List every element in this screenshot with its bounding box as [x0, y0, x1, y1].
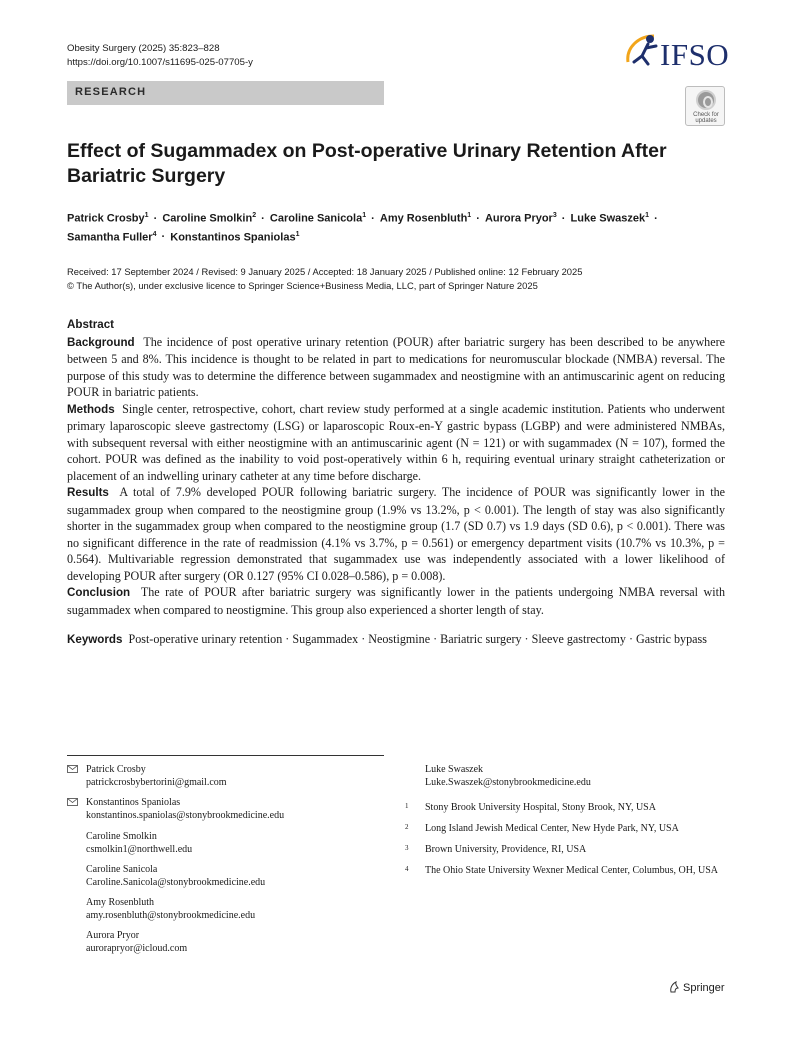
abstract-title: Abstract: [67, 318, 115, 331]
author-affiliation-marker: 1: [645, 212, 650, 219]
author-name[interactable]: Caroline Smolkin: [162, 212, 253, 225]
author-name[interactable]: Caroline Sanicola: [269, 212, 363, 225]
springer-horse-icon: [668, 981, 680, 993]
contact-list: [67, 763, 387, 962]
author-affiliation-marker: 1: [144, 212, 149, 219]
contact-entry: [67, 863, 387, 889]
envelope-icon: [67, 798, 78, 806]
contact-entry: [67, 929, 387, 955]
footnote-rule: [67, 755, 384, 756]
background-text: The incidence of post operative urinary retention (POUR) after bariatric surgery has been described to be anywhere between 5 and 8%. This incidence is thought to be related in part to medications for neuromuscular blockade (NMBA) reversal. The purpose of this study was to determine the difference between sugammadex and neostigmine with an antimuscarinic agent on reducing POUR in bariatric patients.: [67, 334, 725, 399]
contact-name: Patrick Crosby: [86, 764, 146, 775]
journal-citation: [67, 42, 253, 70]
author-name[interactable]: Patrick Crosby: [67, 212, 145, 225]
results-text: A total of 7.9% developed POUR following bariatric surgery. The incidence of POUR was significantly lower in the sugammadex group when compared to the neostigmine group (1.9% vs 13.2%, p < 0.001). The length of stay was also significantly shorter in the sugammadex group when compared to the neostigmine group (1.7 (SD 0.7) vs 1.9 days (SD 0.6), p < 0.001). There was no significant difference in the rate of readmission (4.1% vs 3.7%, p = 0.561) or emergency department visits (10.7% vs 10.3%, p = 0.564). Multivariable regression demonstrated that sugammadex use was independently associated with a lower likelihood of developing POUR after surgery (OR 0.127 (95% CI 0.028–0.586), p = 0.008).: [67, 485, 725, 583]
contact-name: Caroline Smolkin: [86, 831, 157, 842]
affiliation-number: 3: [405, 844, 409, 852]
contact-email[interactable]: patrickcrosbybertorini@gmail.com: [86, 777, 227, 788]
copyright: © The Author(s), under exclusive licence to Springer Science+Business Media, LLC, part of Springer Nature 2025: [67, 280, 538, 291]
section-bar: [67, 81, 384, 105]
author-affiliation-marker: 4: [152, 230, 157, 238]
check-updates-badge[interactable]: [685, 86, 725, 126]
contact-email[interactable]: Luke.Swaszek@stonybrookmedicine.edu: [425, 777, 591, 788]
author-name[interactable]: Konstantinos Spaniolas: [170, 231, 296, 244]
contact-entry: [67, 763, 387, 789]
doi-link[interactable]: https://doi.org/10.1007/s11695-025-07705-y: [67, 57, 253, 68]
results-head: Results: [67, 486, 109, 499]
author-affiliation-marker: 1: [362, 212, 367, 219]
keywords-text: Post-operative urinary retention · Sugammadex · Neostigmine · Bariatric surgery · Sleeve gastrectomy · Gastric bypass: [128, 632, 707, 646]
envelope-icon: [67, 765, 78, 773]
contact-name: Caroline Sanicola: [86, 864, 158, 875]
right-column: [405, 763, 725, 885]
abstract-methods: [67, 401, 725, 485]
logo-text: IFSO: [660, 37, 730, 72]
publisher-name: Springer: [683, 982, 725, 994]
contact-name: Konstantinos Spaniolas: [86, 797, 181, 808]
conclusion-text: The rate of POUR after bariatric surgery was significantly lower in the patients undergoing NMBA reversal with sugammadex when compared to neostigmine. This group also experienced a shorter length of stay.: [67, 585, 725, 617]
affiliation-text: Stony Brook University Hospital, Stony Brook, NY, USA: [425, 802, 656, 813]
section-label: RESEARCH: [75, 86, 147, 98]
methods-text: Single center, retrospective, cohort, chart review study performed at a single academic institution. Patients who underwent primary laparoscopic sleeve gastrectomy (LSG) or laparoscopic Roux-en-Y gastric bypass (LGBP) and were administered NMBAs, with subsequent reversal with either neostigmine with an antimuscarinic agent (N = 121) or with sugammadex (N = 107), formed the cohort. POUR was defined as the inability to void post-operatively within 6 h, requiring eventual urinary straight catheterization or placement of an indwelling urinary catheter at any time before discharge.: [67, 401, 725, 483]
affiliation-entry: [405, 822, 725, 835]
keywords: [67, 631, 725, 649]
contact-right: [405, 763, 725, 789]
affiliation-list: [405, 801, 725, 877]
contact-entry: [67, 796, 387, 822]
author-name[interactable]: Samantha Fuller: [67, 231, 153, 244]
keywords-head: Keywords: [67, 633, 123, 646]
author-separator: ·: [368, 212, 378, 225]
author-separator: ·: [558, 212, 569, 225]
badge-line2: updates: [695, 118, 717, 124]
contact-name: Amy Rosenbluth: [86, 897, 155, 908]
author-name[interactable]: Amy Rosenbluth: [379, 212, 468, 225]
author-affiliation-marker: 2: [252, 212, 257, 219]
author-separator: ·: [651, 212, 658, 225]
author-separator: ·: [158, 231, 169, 244]
check-updates-icon: [696, 90, 716, 110]
author-affiliation-marker: 1: [467, 212, 472, 219]
author-separator: ·: [473, 212, 483, 225]
contact-email[interactable]: Caroline.Sanicola@stonybrookmedicine.edu: [86, 877, 266, 888]
abstract-background: [67, 334, 725, 401]
affiliation-entry: [405, 843, 725, 856]
contact-email[interactable]: csmolkin1@northwell.edu: [86, 844, 193, 855]
affiliation-entry: [405, 801, 725, 814]
article-title: Effect of Sugammadex on Post-operative Urinary Retention After Bariatric Surgery: [67, 140, 667, 187]
contact-entry: [67, 896, 387, 922]
affiliation-text: Long Island Jewish Medical Center, New Hyde Park, NY, USA: [425, 823, 679, 834]
affiliation-number: 2: [405, 823, 409, 831]
abstract: [67, 317, 725, 618]
contact-name: Luke Swaszek: [425, 764, 484, 775]
author-separator: ·: [258, 212, 268, 225]
contact-entry: [67, 830, 387, 856]
abstract-conclusion: [67, 584, 725, 618]
contact-email[interactable]: amy.rosenbluth@stonybrookmedicine.edu: [86, 910, 256, 921]
affiliation-text: The Ohio State University Wexner Medical Center, Columbus, OH, USA: [425, 865, 719, 876]
author-affiliation-marker: 1: [295, 230, 300, 238]
methods-head: Methods: [67, 402, 115, 416]
author-name[interactable]: Luke Swaszek: [570, 212, 646, 225]
journal-line: Obesity Surgery (2025) 35:823–828: [67, 43, 220, 54]
abstract-results: [67, 484, 725, 584]
affiliation-number: 4: [405, 865, 409, 873]
article-dates: [67, 265, 582, 293]
author-list: [67, 208, 717, 245]
affiliation-entry: [405, 864, 725, 877]
conclusion-head: Conclusion: [67, 586, 131, 599]
background-head: Background: [67, 335, 135, 349]
affiliation-number: 1: [405, 802, 409, 810]
affiliation-text: Brown University, Providence, RI, USA: [425, 844, 587, 855]
contact-email[interactable]: aurorapryor@icloud.com: [86, 943, 188, 954]
contact-name: Aurora Pryor: [86, 930, 140, 941]
badge-line1: Check for: [693, 112, 719, 118]
springer-logo: [668, 981, 725, 994]
author-affiliation-marker: 3: [552, 212, 557, 219]
history-dates: Received: 17 September 2024 / Revised: 9 January 2025 / Accepted: 18 January 2025 / Published online: 12 February 2025: [67, 266, 583, 277]
author-name[interactable]: Aurora Pryor: [484, 212, 553, 225]
contact-email[interactable]: konstantinos.spaniolas@stonybrookmedicine.edu: [86, 810, 285, 821]
ifso-logo: [620, 28, 730, 74]
author-separator: ·: [150, 212, 161, 225]
